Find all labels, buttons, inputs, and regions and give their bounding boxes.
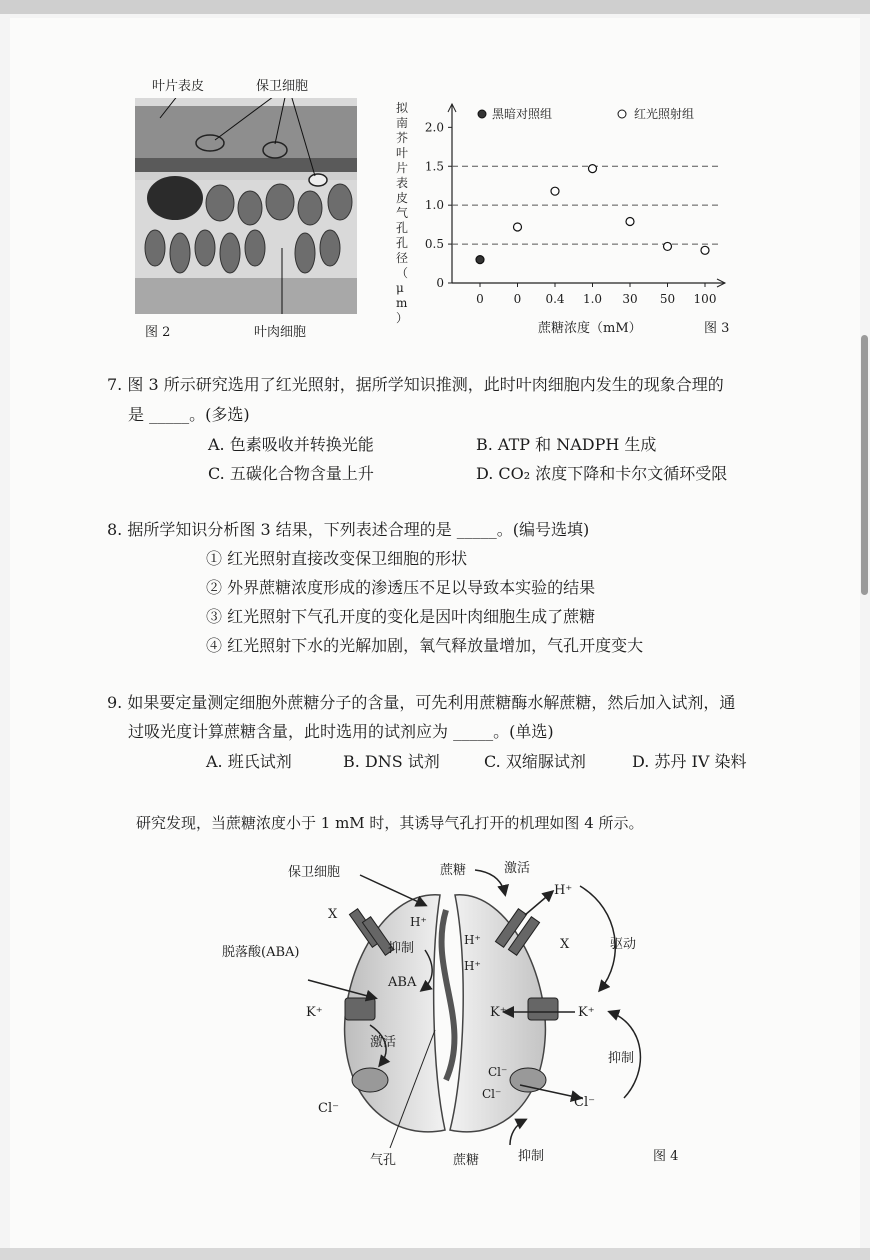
fig4-stoma-label: 气孔 [370,1153,397,1168]
fig3-ylabel-char: 径 [396,251,409,265]
bottom-bar [0,1248,870,1260]
q8-statement-2: ② 外界蔗糖浓度形成的渗透压不足以导致本实验的结果 [206,578,596,597]
q7-option-d[interactable]: D. CO₂ 浓度下降和卡尔文循环受限 [476,464,728,483]
fig3-ylabel-char: （ [396,266,409,280]
fig4-caption: 图 4 [653,1149,679,1164]
fig4-inhibit-left: 抑制 [388,941,415,956]
fig4-guard-cell-label: 保卫细胞 [288,865,341,880]
stoma-pore [442,910,455,1080]
fig4-sucrose-bottom: 蔗糖 [453,1153,480,1168]
q9-option-d[interactable]: D. 苏丹 IV 染料 [632,752,747,771]
y-tick-label: 2.0 [424,120,444,135]
q7-option-b[interactable]: B. ATP 和 NADPH 生成 [476,435,657,454]
fig4-k-left: K⁺ [306,1005,323,1020]
fig4-activate-top: 激活 [504,861,531,876]
fig4-cl-right-in1: Cl⁻ [488,1065,508,1079]
fig3-ylabel-char: 芥 [396,131,409,145]
fig4-h-left: H⁺ [410,915,427,929]
data-point [476,256,484,264]
fig3-ylabel-char: 皮 [396,191,409,205]
fig3-ylabel-char: 孔 [396,236,409,250]
scrollbar[interactable] [861,335,868,595]
fig4-x-left: X [328,907,338,922]
fig3-ylabel-char: 表 [396,176,409,190]
q9-option-c[interactable]: C. 双缩脲试剂 [484,752,586,771]
fig3-chart [390,90,750,345]
fig4-inhibit-right: 抑制 [608,1051,635,1066]
x-tick-label: 0.4 [545,292,565,306]
y-tick-label: 1.0 [424,198,444,213]
fig4-k-right-out: K⁺ [578,1005,595,1020]
q9-option-b[interactable]: B. DNS 试剂 [343,752,440,771]
fig4-x-right: X [560,937,570,952]
top-bar [0,0,870,14]
q8-statement-4: ④ 红光照射下水的光解加剧，氧气释放量增加，气孔开度变大 [206,636,644,655]
fig3-ylabel-char: m [396,296,408,310]
q7-option-c[interactable]: C. 五碳化合物含量上升 [208,464,374,483]
y-tick-label: 1.5 [424,159,444,174]
fig3-caption: 图 3 [704,321,730,336]
fig3-xlabel: 蔗糖浓度（mM） [538,321,642,336]
y-tick-label: 0 [436,276,444,290]
legend-red-label: 红光照射组 [634,107,695,121]
legend-dark-marker [478,110,486,118]
x-tick-label: 30 [622,292,638,306]
q8-statement-1: ① 红光照射直接改变保卫细胞的形状 [206,549,468,568]
fig3-ylabel-char: 孔 [396,221,409,235]
fig2-caption: 图 2 [145,325,171,340]
fig3-ylabel-char: 叶 [396,146,409,160]
fig4-activate-left: 激活 [370,1035,397,1050]
fig3-ylabel-char: 片 [396,161,409,175]
figure-4-diagram [210,850,710,1180]
data-point [589,165,597,173]
fig4-cl-left: Cl⁻ [318,1101,339,1116]
x-tick-label: 0 [476,292,484,306]
fig3-ylabel-char: μ [396,281,404,295]
fig4-aba-inner: ABA [388,975,417,990]
q7-stem-line2: 是 _____。(多选) [128,405,250,424]
fig2-label-guard-cell: 保卫细胞 [256,79,309,94]
fig3-ylabel-char: 南 [396,116,409,130]
fig3-ylabel-char: 气 [396,206,409,220]
fig3-ylabel-char: 拟 [396,101,409,115]
fig4-inhibit-bottom: 抑制 [518,1149,545,1164]
fig2-label-mesophyll: 叶肉细胞 [254,325,307,340]
intro-text: 研究发现，当蔗糖浓度小于 1 mM 时，其诱导气孔打开的机理如图 4 所示。 [136,814,644,832]
legend-red-marker [618,110,626,118]
data-point [551,187,559,195]
fig3-legend [478,106,694,121]
fig3-ylabel [396,100,409,325]
data-point [514,223,522,231]
q9-option-a[interactable]: A. 班氏试剂 [206,752,292,771]
x-tick-label: 0 [513,292,522,306]
data-point [626,218,634,226]
fig4-h-right2: H⁺ [464,959,481,973]
x-tick-label: 50 [659,292,676,306]
q9-stem-line2: 过吸光度计算蔗糖含量，此时选用的试剂应为 _____。(单选) [128,722,554,741]
y-tick-label: 0.5 [424,237,444,252]
fig4-cl-right-out: Cl⁻ [574,1095,595,1110]
fig4-k-right-in: K⁺ [490,1005,507,1020]
fig3-ylabel-char: ） [396,311,409,325]
data-point [664,242,672,250]
q7-stem-line1: 7. 图 3 所示研究选用了红光照射，据所学知识推测，此时叶肉细胞内发生的现象合理的 [107,375,724,394]
data-point [701,246,709,254]
q8-statement-3: ③ 红光照射下气孔开度的变化是因叶肉细胞生成了蔗糖 [206,607,596,626]
fig4-cl-right-in2: Cl⁻ [482,1087,502,1101]
fig3-axes [425,104,725,306]
fig2-label-epidermis: 叶片表皮 [152,79,205,94]
leaf-cross-section-image [135,98,357,314]
fig4-h-right1: H⁺ [464,933,481,947]
fig4-aba-label: 脱落酸(ABA) [222,945,300,960]
legend-dark-label: 黑暗对照组 [492,107,553,121]
fig4-drive: 驱动 [610,937,637,952]
fig3-points [476,165,709,264]
x-tick-label: 100 [693,292,717,306]
fig4-h-top: H⁺ [554,883,573,898]
fig4-sucrose-top: 蔗糖 [440,863,467,878]
q9-stem-line1: 9. 如果要定量测定细胞外蔗糖分子的含量，可先利用蔗糖酶水解蔗糖，然后加入试剂，通 [107,693,736,712]
q7-option-a[interactable]: A. 色素吸收并转换光能 [208,435,374,454]
q8-stem: 8. 据所学知识分析图 3 结果，下列表述合理的是 _____。(编号选填) [107,520,590,539]
x-tick-label: 1.0 [582,292,603,306]
